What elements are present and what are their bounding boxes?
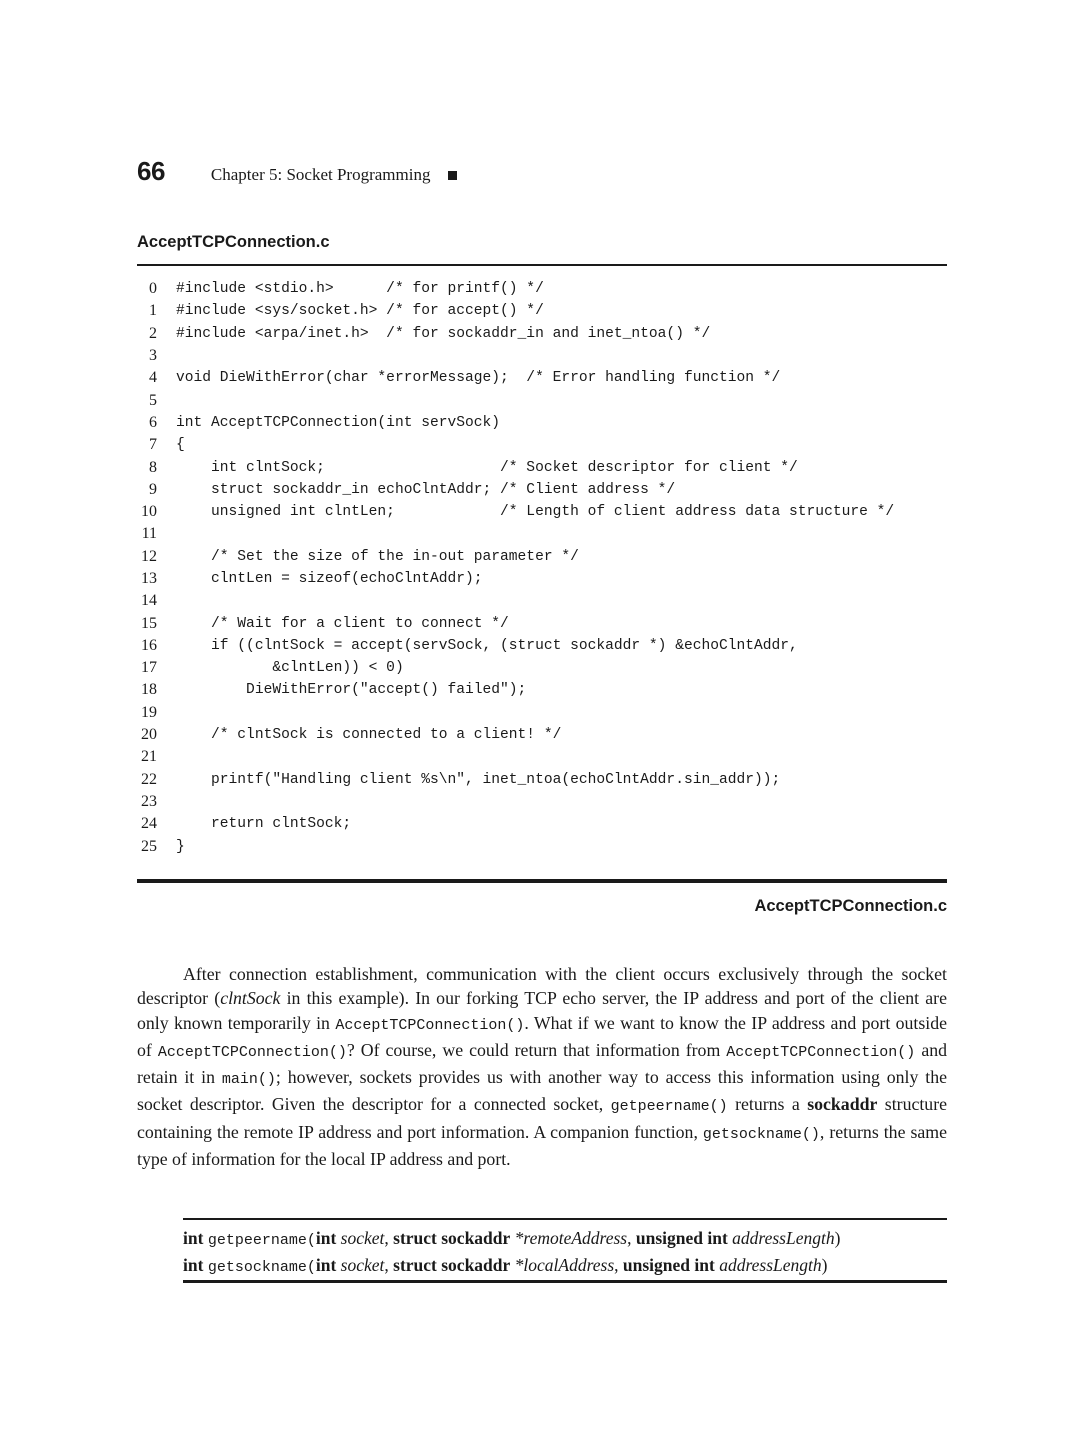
code-line [137, 769, 947, 791]
listing-top-rule [137, 264, 947, 266]
code-line [137, 412, 947, 434]
paragraph-code: main() [221, 1071, 276, 1089]
paragraph-code: AcceptTCPConnection() [157, 1043, 347, 1061]
line-code: #include <stdio.h> /* for printf() */ [176, 281, 544, 298]
proto-param-type: struct sockaddr [393, 1255, 511, 1275]
code-line [137, 501, 947, 523]
proto-function-name: getsockname( [207, 1259, 316, 1276]
header-square-mark [448, 171, 457, 180]
code-line [137, 746, 947, 768]
code-listing [137, 278, 947, 858]
code-line [137, 546, 947, 568]
paragraph-text: ; however, sockets provides us with another way to access this information using only the socket descriptor. Given the descriptor for a connected socket, [137, 1067, 947, 1115]
body-paragraph [137, 962, 947, 1171]
proto-param-name: socket [340, 1228, 385, 1248]
paragraph-text: structure containing the remote IP address and port information. A companion function, [137, 1094, 948, 1142]
code-line [137, 523, 947, 545]
chapter-title: Chapter 5: Socket Programming [210, 165, 431, 184]
listing-title: AcceptTCPConnection.c [137, 233, 330, 251]
line-number: 1 [149, 302, 157, 320]
code-line [137, 479, 947, 501]
proto-param-type: int [315, 1255, 337, 1275]
line-code: int AcceptTCPConnection(int servSock) [176, 414, 501, 431]
line-number: 16 [141, 636, 157, 654]
code-line [137, 300, 947, 322]
line-code: struct sockaddr_in echoClntAddr; /* Client address */ [176, 481, 676, 498]
line-number: 0 [149, 280, 157, 298]
line-code: void DieWithError(char *errorMessage); /* Error handling function */ [176, 370, 781, 387]
paragraph-text: in this example). In our forking TCP echo server, the IP address and port of the client are only known temporarily in [137, 988, 947, 1033]
line-code: /* Set the size of the in-out parameter */ [176, 548, 579, 565]
line-code: printf("Handling client %s\n", inet_ntoa(echoClntAddr.sin_addr)); [176, 771, 781, 788]
prototype-top-rule [183, 1218, 947, 1220]
code-line [137, 590, 947, 612]
proto-param-type: int [315, 1228, 337, 1248]
line-number: 5 [149, 391, 157, 409]
prototype-getpeername: int getpeername(int socket, struct sockaddr *remoteAddress, unsigned int addressLength) [183, 1228, 841, 1249]
code-line [137, 345, 947, 367]
code-line [137, 568, 947, 590]
line-code: /* Wait for a client to connect */ [176, 615, 509, 632]
listing-footer-title: AcceptTCPConnection.c [754, 897, 947, 915]
line-number: 19 [141, 703, 157, 721]
proto-param-name: addressLength [719, 1255, 822, 1275]
proto-param-name: *remoteAddress [514, 1228, 628, 1248]
proto-param-type: unsigned int [635, 1228, 728, 1248]
proto-param-name: *localAddress [514, 1255, 615, 1275]
line-code: &clntLen)) < 0) [176, 660, 404, 677]
line-code: } [176, 838, 185, 855]
line-number: 18 [141, 681, 157, 699]
line-number: 4 [149, 369, 157, 387]
line-code: return clntSock; [176, 816, 352, 833]
prototype-bottom-rule [183, 1280, 947, 1283]
line-number: 8 [149, 458, 157, 476]
line-number: 10 [141, 503, 157, 521]
paragraph-bold-term: sockaddr [807, 1094, 878, 1115]
code-line [137, 612, 947, 634]
code-line [137, 278, 947, 300]
line-number: 21 [141, 748, 157, 766]
paragraph-text: . What if we want to know the IP address and port outside of [137, 1012, 948, 1060]
paragraph-code: getsockname() [702, 1125, 820, 1143]
line-number: 24 [141, 815, 157, 833]
code-line [137, 323, 947, 345]
proto-param-name: socket [340, 1255, 385, 1275]
line-number: 13 [141, 570, 157, 587]
line-code: if ((clntSock = accept(servSock, (struct sockaddr *) &echoClntAddr, [176, 637, 798, 654]
paragraph-italic-term: clntSock [220, 988, 281, 1009]
line-code: { [176, 437, 185, 454]
line-code: clntLen = sizeof(echoClntAddr); [176, 571, 483, 587]
paragraph-text: and retain it in [137, 1039, 947, 1088]
code-line [137, 456, 947, 478]
proto-close-paren: ) [821, 1255, 828, 1275]
line-number: 12 [141, 547, 157, 565]
code-line [137, 434, 947, 456]
proto-return-type: int [183, 1228, 204, 1248]
proto-param-type: struct sockaddr [393, 1228, 511, 1248]
line-number: 17 [141, 659, 157, 677]
code-line [137, 635, 947, 657]
line-number: 23 [141, 792, 157, 810]
line-number: 22 [141, 770, 157, 788]
line-number: 15 [141, 614, 157, 632]
proto-param-name: addressLength [732, 1228, 835, 1248]
listing-bottom-rule [137, 879, 947, 883]
paragraph-text: , returns the same type of information for the local IP address and port. [137, 1121, 947, 1170]
line-code: #include <arpa/inet.h> /* for sockaddr_in and inet_ntoa() */ [176, 325, 711, 342]
page-header [137, 156, 457, 187]
paragraph-text: After connection establishment, communication with the client occurs exclusively through the socket descriptor ( [137, 964, 947, 1009]
line-number: 11 [141, 525, 157, 543]
line-code: int clntSock; /* Socket descriptor for client */ [176, 459, 798, 476]
code-line [137, 702, 947, 724]
line-code: DieWithError("accept() failed"); [176, 682, 527, 699]
code-line [137, 813, 947, 835]
function-prototypes [183, 1226, 947, 1280]
page-number: 66 [137, 156, 165, 186]
code-line [137, 367, 947, 389]
line-number: 9 [149, 480, 157, 498]
line-number: 2 [149, 324, 157, 342]
code-line [137, 835, 947, 857]
proto-function-name: getpeername( [207, 1232, 316, 1249]
code-line [137, 679, 947, 701]
line-code: #include <sys/socket.h> /* for accept() */ [176, 303, 544, 320]
paragraph-code: AcceptTCPConnection() [726, 1043, 916, 1061]
paragraph-code: AcceptTCPConnection() [335, 1016, 525, 1034]
line-code: /* clntSock is connected to a client! */ [176, 727, 562, 744]
line-code: unsigned int clntLen; /* Length of client address data structure */ [176, 504, 895, 521]
code-line [137, 657, 947, 679]
line-number: 14 [141, 592, 157, 610]
proto-param-type: unsigned int [622, 1255, 715, 1275]
prototype-getsockname: int getsockname(int socket, struct sockaddr *localAddress, unsigned int addressLength) [183, 1255, 828, 1276]
line-number: 25 [141, 837, 157, 855]
proto-close-paren: ) [834, 1228, 841, 1248]
line-number: 20 [141, 726, 157, 744]
paragraph-text: returns a [727, 1094, 808, 1115]
line-number: 7 [149, 436, 157, 454]
line-number: 6 [149, 413, 157, 431]
proto-return-type: int [183, 1255, 204, 1275]
code-line [137, 724, 947, 746]
code-line [137, 389, 947, 411]
paragraph-code: getpeername() [610, 1098, 728, 1116]
code-line [137, 791, 947, 813]
line-number: 3 [149, 347, 157, 365]
paragraph-text: ? Of course, we could return that information from [346, 1039, 727, 1060]
